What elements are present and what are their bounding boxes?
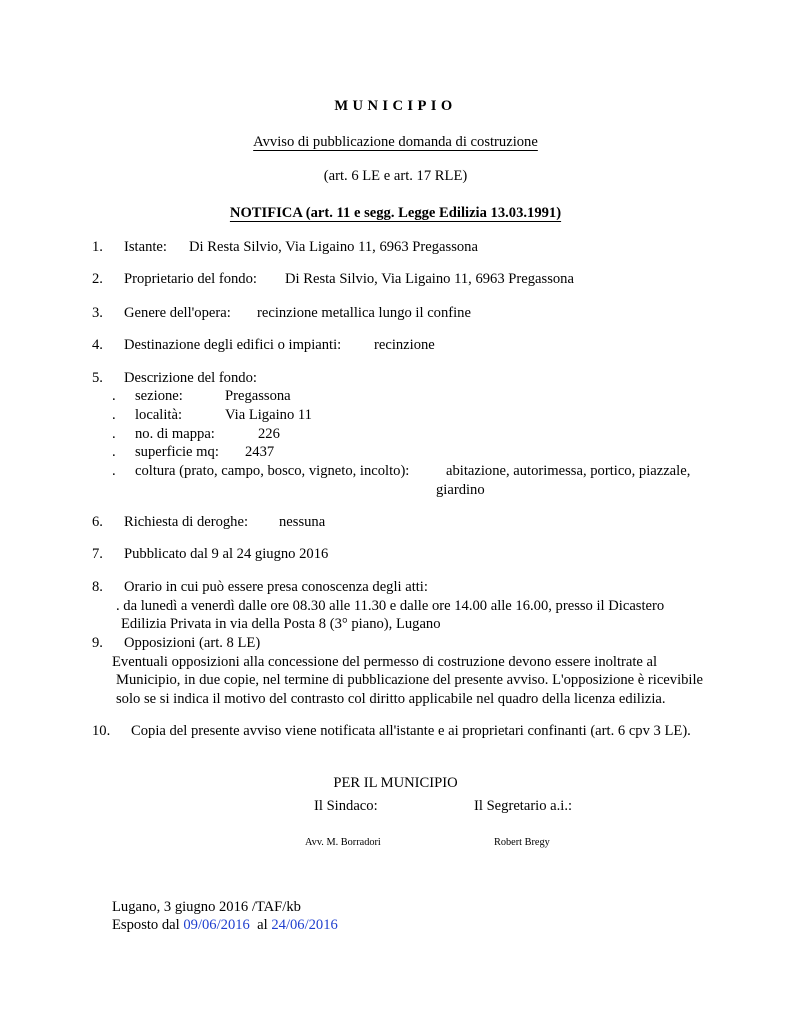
deroghe-value: nessuna bbox=[279, 514, 326, 530]
fondo-bullet: . bbox=[112, 444, 116, 460]
istante-label: Istante: bbox=[124, 239, 167, 255]
item-number-3: 3. bbox=[92, 305, 103, 321]
segretario-name: Robert Bregy bbox=[494, 837, 550, 848]
coltura-label: coltura (prato, campo, bosco, vigneto, incolto): bbox=[135, 463, 410, 479]
fondo-bullet: . bbox=[112, 463, 116, 479]
pubblicato-text: Pubblicato dal 9 al 24 giugno 2016 bbox=[124, 546, 329, 562]
item-number-4: 4. bbox=[92, 337, 103, 353]
fondo-bullet: . bbox=[112, 388, 116, 404]
deroghe-label: Richiesta di deroghe: bbox=[124, 514, 249, 530]
sindaco-name: Avv. M. Borradori bbox=[305, 837, 381, 848]
coltura-value: abitazione, autorimessa, portico, piazzale, bbox=[446, 463, 691, 479]
opposizioni-text-2: Municipio, in due copie, nel termine di pubblicazione del presente avviso. L'opposizione è ricevibile bbox=[116, 672, 704, 688]
item-number-6: 6. bbox=[92, 514, 103, 530]
page-title: MUNICIPIO bbox=[334, 98, 457, 114]
opposizioni-text-3: solo se si indica il motivo del contrasto col diritto applicabile nel quadro della licenza edilizia. bbox=[116, 691, 666, 707]
sezione-label: sezione: bbox=[135, 388, 183, 404]
al-label: al bbox=[257, 917, 268, 933]
destinazione-value: recinzione bbox=[374, 337, 435, 353]
notice-subtitle-text: Avviso di pubblicazione domanda di costruzione bbox=[253, 134, 538, 150]
date-from: 09/06/2016 bbox=[183, 917, 250, 933]
esposto-line bbox=[112, 916, 338, 934]
mappa-label: no. di mappa: bbox=[135, 426, 215, 442]
opposizioni-text-1: Eventuali opposizioni alla concessione del permesso di costruzione devono essere inoltrate al bbox=[112, 654, 658, 670]
notifica-heading-text: NOTIFICA (art. 11 e segg. Legge Edilizia 13.03.1991) bbox=[229, 205, 562, 221]
legal-reference: (art. 6 LE e art. 17 RLE) bbox=[323, 168, 468, 184]
fondo-bullet: . bbox=[112, 426, 116, 442]
descrizione-fondo-label: Descrizione del fondo: bbox=[124, 370, 257, 386]
sezione-value: Pregassona bbox=[225, 388, 291, 404]
proprietario-value: Di Resta Silvio, Via Ligaino 11, 6963 Pregassona bbox=[285, 271, 574, 287]
fondo-bullet: . bbox=[112, 407, 116, 423]
item-number-10: 10. bbox=[92, 723, 111, 739]
copia-text: Copia del presente avviso viene notificata all'istante e ai proprietari confinanti (art. 6 cpv 3 LE). bbox=[131, 723, 691, 739]
mappa-value: 226 bbox=[258, 426, 280, 442]
orario-label: Orario in cui può essere presa conoscenza degli atti: bbox=[124, 579, 428, 595]
superficie-label: superficie mq: bbox=[135, 444, 219, 460]
genere-opera-label: Genere dell'opera: bbox=[124, 305, 231, 321]
notifica-heading bbox=[0, 204, 791, 222]
date-to: 24/06/2016 bbox=[271, 917, 338, 933]
segretario-role: Il Segretario a.i.: bbox=[474, 798, 573, 814]
istante-value: Di Resta Silvio, Via Ligaino 11, 6963 Pregassona bbox=[189, 239, 478, 255]
localita-value: Via Ligaino 11 bbox=[225, 407, 312, 423]
signature-heading: PER IL MUNICIPIO bbox=[333, 775, 458, 791]
superficie-value: 2437 bbox=[245, 444, 275, 460]
item-number-1: 1. bbox=[92, 239, 103, 255]
genere-opera-value: recinzione metallica lungo il confine bbox=[257, 305, 471, 321]
notice-subtitle bbox=[0, 133, 791, 151]
esposto-label: Esposto dal bbox=[112, 917, 180, 933]
item-number-2: 2. bbox=[92, 271, 103, 287]
orario-detail: . da lunedì a venerdì dalle ore 08.30 alle 11.30 e dalle ore 14.00 alle 16.00, presso il Dicastero bbox=[116, 598, 665, 614]
place-date: Lugano, 3 giugno 2016 /TAF/kb bbox=[112, 899, 301, 915]
item-number-7: 7. bbox=[92, 546, 103, 562]
proprietario-label: Proprietario del fondo: bbox=[124, 271, 257, 287]
item-number-8: 8. bbox=[92, 579, 103, 595]
item-number-5: 5. bbox=[92, 370, 103, 386]
orario-detail-continued: Edilizia Privata in via della Posta 8 (3° piano), Lugano bbox=[121, 616, 441, 632]
item-number-9: 9. bbox=[92, 635, 103, 651]
coltura-value-continued: giardino bbox=[436, 482, 485, 498]
sindaco-role: Il Sindaco: bbox=[314, 798, 378, 814]
localita-label: località: bbox=[135, 407, 183, 423]
destinazione-label: Destinazione degli edifici o impianti: bbox=[124, 337, 342, 353]
opposizioni-label: Opposizioni (art. 8 LE) bbox=[124, 635, 261, 651]
